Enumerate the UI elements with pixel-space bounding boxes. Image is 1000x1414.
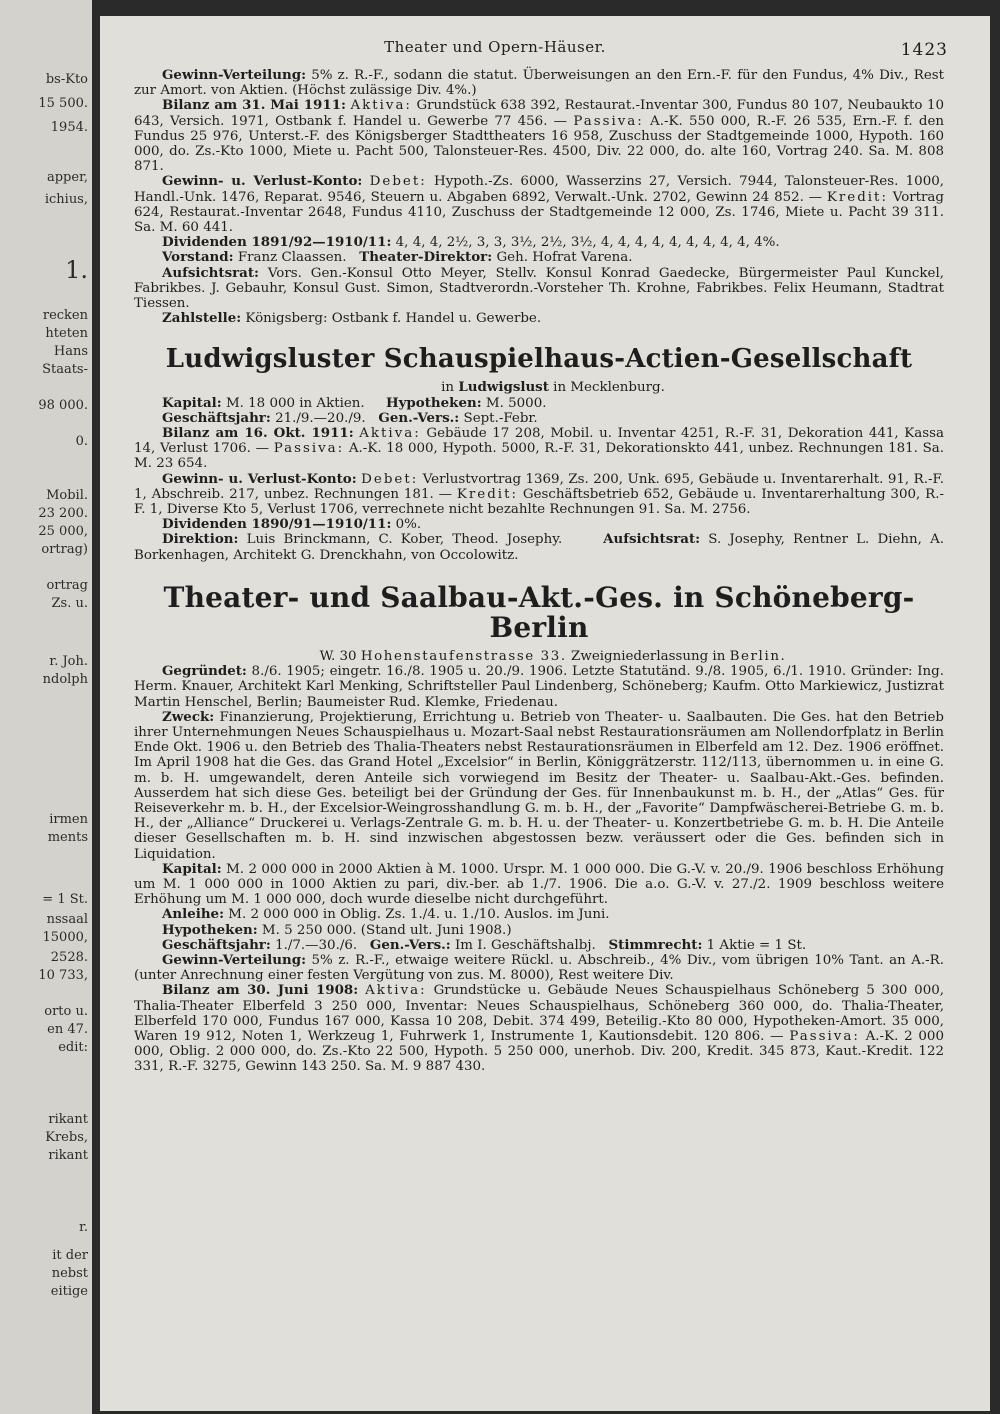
kapital-paragraph — [134, 396, 944, 411]
field-label: Gewinn-Verteilung: — [162, 951, 307, 968]
subtitle-street: Hohenstaufenstrasse 33. — [360, 648, 567, 664]
guv-paragraph — [134, 472, 944, 518]
fragment-line: 0. — [75, 434, 88, 449]
fragment-line: r. — [79, 1220, 88, 1235]
field-label: Stimmrecht: — [608, 936, 703, 953]
field-value: 8./6. 1905; eingetr. 16./8. 1905 u. 20./9. 1906. Letzte Statutänd. 9./8. 1905, 6./1. 1910. Gründer: Ing. Herm. Knauer, Architekt Karl Menking, Schriftsteller Paul Lindenberg, Schöneberg; Kaufm. Otto Markiewicz, Justizrat Martin Henschel, Berlin; Baumeister Rud. Klemke, Friedenau. — [134, 664, 944, 710]
company-subtitle — [134, 380, 944, 395]
field-value: 0%. — [395, 517, 422, 533]
fragment-line: 23 200. — [38, 506, 88, 521]
passiva-keyword: Passiva: — [789, 1028, 860, 1044]
fragment-line: nssaal — [46, 912, 88, 927]
fragment-line: ortrag — [46, 578, 88, 593]
field-label: Aufsichtsrat: — [603, 531, 701, 548]
field-label: Gegründet: — [162, 663, 247, 680]
field-value: Im I. Geschäftshalbj. — [455, 937, 596, 953]
field-value: 5% z. R.-F., etwaige weitere Rückl. u. Abschreib., 4% Div., vom übrigen 10% Tant. an A.-R. (unter Anrechnung einer festen Vergütung von zus. M. 8000), Rest weitere Div. — [134, 952, 944, 984]
field-value: M. 2 000 000 in 2000 Aktien à M. 1000. Urspr. M. 1 000 000. Die G.-V. v. 20./9. 1906 beschloss Erhöhung um M. 1 000 000 in 1000 Aktien zu pari, div.-ber. ab 1./7. 1906. Die a.o. G.-V. v. 27./2. 1909 beschloss weitere Erhöhung um M. 1 000 000, doch wurde dieselbe nicht durchgeführt. — [134, 861, 944, 908]
field-label: Kapital: — [162, 394, 222, 411]
field-value: 21./9.—20./9. — [275, 410, 366, 426]
field-label: Bilanz am 31. Mai 1911: — [162, 97, 346, 114]
fragment-line: 1. — [65, 256, 88, 284]
adjacent-page-fragment — [0, 0, 92, 1414]
gegruendet-paragraph — [134, 664, 944, 710]
field-label: Kapital: — [162, 860, 222, 877]
fragment-line: Hans — [53, 344, 88, 359]
field-label: Zahlstelle: — [162, 310, 242, 327]
hypotheken-paragraph — [134, 923, 944, 938]
field-value: M. 18 000 in Aktien. — [225, 395, 365, 411]
field-label: Gen.-Vers.: — [378, 409, 460, 426]
field-label: Vorstand: — [162, 249, 234, 266]
fragment-line: 98 000. — [38, 398, 88, 413]
field-value: 1./7.—30./6. — [275, 937, 358, 953]
field-value: S. Josephy, Rentner L. Diehn, A. Borkenhagen, Architekt G. Drenckhahn, von Occolowitz. — [134, 532, 944, 563]
field-label: Gewinn- u. Verlust-Konto: — [162, 173, 363, 190]
fragment-line: 1954. — [50, 120, 88, 135]
fragment-line: rikant — [48, 1148, 88, 1163]
passiva-keyword: Passiva: — [273, 441, 345, 457]
dividenden-paragraph — [134, 517, 944, 532]
gewinn-verteilung-paragraph — [134, 68, 944, 98]
field-label: Hypotheken: — [386, 394, 482, 411]
fragment-line: r. Joh. — [49, 654, 88, 669]
field-value: Gebäude 17 208, Mobil. u. Inventar 4251, R.-F. 31, Dekoration 441, Kassa 14, Verlust 1706. — — [134, 426, 944, 457]
fragment-line: orto u. — [44, 1004, 88, 1019]
anleihe-paragraph — [134, 907, 944, 922]
field-value: Finanzierung, Projektierung, Errichtung u. Betrieb von Theater- u. Saalbauten. Die Ges. hat den Betrieb ihrer Unternehmungen Neues Schauspielhaus u. Mozart-Saal nebst Restaurationsräumen am Nollendorfplatz in Berlin Ende Okt. 1906 u. den Betrieb des Thalia-Theaters nebst Restaurationsräumen in Elberfeld am 12. Dez. 1906 eröffnet. Im April 1908 hat die Ges. das Grand Hotel „Excelsior“ in Berlin, Königgrätzerstr. 112/113, übernommen u. in eine G. m. b. H. umgewandelt, deren Anteile sich vorwiegend im Besitz der Theater- u. Saalbau-Akt.-Ges. befinden. Ausserdem hat sich diese Ges. beteiligt bei der Gründung der Ges. für Innenbaukunst m. b. H., der „Atlas“ Ges. für Reiseverkehr m. b. H., der Excelsior-Weingrosshandlung G. m. b. H., der „Favorite“ Dampfwäscherei-Betriebe G. m. b. H., der „Alliance“ Druckerei u. Verlags-Zentrale G. m. b. H. u. der Theater- u. Konzertbetriebe G. m. b. H. Die Anteile dieser Gesellschaften m. b. H. sind inzwischen abgestossen bezw. veräussert oder die Ges. befinden sich in Liquidation. — [134, 709, 944, 862]
aktiva-keyword: Aktiva: — [359, 426, 421, 442]
bilanz-paragraph — [134, 983, 944, 1074]
field-value: Sept.-Febr. — [463, 410, 538, 426]
bilanz-paragraph — [134, 98, 944, 174]
field-value: 4, 4, 4, 2½, 3, 3, 3½, 2½, 3½, 4, 4, 4, 4, 4, 4, 4, 4, 4, 4%. — [395, 235, 780, 251]
document-page — [100, 16, 990, 1411]
fragment-line: = 1 St. — [42, 892, 88, 907]
fragment-line: ments — [47, 830, 88, 845]
fragment-line: 10 733, — [38, 968, 88, 983]
fragment-line: 25 000, — [38, 524, 88, 539]
page-number: 1423 — [900, 40, 948, 60]
text-column — [134, 68, 944, 1075]
field-value: Vors. Gen.-Konsul Otto Meyer, Stellv. Konsul Konrad Gaedecke, Bürgermeister Paul Kunckel, Fabrikbes. J. Gebauhr, Konsul Gust. Simon, Stadtverordn.-Vorsteher Th. Krohne, Fabrikbes. Felix Heumann, Stadtrat Tiessen. — [134, 265, 944, 312]
subtitle-text: in Mecklenburg. — [553, 380, 665, 396]
aufsichtsrat-paragraph — [134, 266, 944, 312]
fragment-line: nebst — [51, 1266, 88, 1281]
field-label: Bilanz am 16. Okt. 1911: — [162, 425, 354, 442]
running-header-title: Theater und Opern-Häuser. — [384, 38, 606, 56]
dividenden-paragraph — [134, 235, 944, 250]
field-value: M. 5000. — [485, 395, 547, 411]
field-label: Bilanz am 30. Juni 1908: — [162, 982, 359, 999]
geschaeftsjahr-paragraph — [134, 411, 944, 426]
field-value: M. 2 000 000 in Oblig. Zs. 1./4. u. 1./10. Auslos. im Juni. — [228, 907, 610, 923]
field-value: Verlustvortrag 1369, Zs. 200, Unk. 695, Gebäude u. Inventarerhalt. 91, R.-F. 1, Abschreib. 217, unbez. Rechnungen 181. — — [134, 471, 944, 502]
fragment-line: bs-Kto — [45, 72, 88, 87]
fragment-line: apper, — [46, 170, 88, 185]
field-label: Dividenden 1890/91—1910/11: — [162, 516, 392, 533]
kapital-paragraph — [134, 862, 944, 908]
fragment-line: Mobil. — [46, 488, 88, 503]
company-title: Theater- und Saalbau-Akt.-Ges. in Schöneberg-Berlin — [163, 580, 915, 644]
vorstand-paragraph — [134, 250, 944, 265]
field-label: Dividenden 1891/92—1910/11: — [162, 234, 392, 251]
field-value: A.-K. 550 000, R.-F. 26 535, Ern.-F. f. den Fundus 25 976, Unterst.-F. des Königsberger Stadttheaters 16 958, Zuschuss der Stadtgemeinde 1000, Hypoth. 160 000, do. Zs.-Kto 1000, Miete u. Pacht 500, Talonsteuer-Res. 4500, Div. 22 000, do. alte 160, Vortrag 240. Sa. M. 808 871. — [134, 113, 944, 175]
subtitle-text: Zweigniederlassung in — [571, 648, 726, 664]
field-label: Geschäftsjahr: — [162, 936, 271, 953]
field-label: Direktion: — [162, 531, 239, 548]
fragment-line: ndolph — [42, 672, 88, 687]
aktiva-keyword: Aktiva: — [350, 98, 412, 114]
kredit-keyword: Kredit: — [826, 189, 888, 205]
passiva-keyword: Passiva: — [573, 113, 644, 129]
field-value: Königsberg: Ostbank f. Handel u. Gewerbe. — [245, 311, 542, 327]
field-label: Gewinn- u. Verlust-Konto: — [162, 470, 357, 487]
field-value: 5% z. R.-F., sodann die statut. Überweisungen an den Ern.-F. für den Fundus, 4% Div., Rest zur Amort. von Aktien. (Höchst zulässige Div. 4%.) — [134, 68, 944, 99]
geschaeftsjahr-paragraph — [134, 938, 944, 953]
field-value: Grundstücke u. Gebäude Neues Schauspielhaus Schöneberg 5 300 000, Thalia-Theater Elberfeld 3 250 000, Inventar: Neues Schauspielhaus, Schöneberg 360 000, do. Thalia-Theater, Elberfeld 170 000, Fundus 167 000, Kassa 10 208, Debit. 374 499, Beteilig.-Kto 80 000, Hypotheken-Amort. 35 000, Waren 19 912, Noten 1, Werkzeug 1, Fuhrwerk 1, Instrumente 1, Kautionsdebit. 120 806. — — [134, 983, 944, 1044]
field-label: Geschäftsjahr: — [162, 409, 271, 426]
fragment-line: en 47. — [47, 1022, 88, 1037]
direktion-paragraph — [134, 532, 944, 562]
fragment-line: ortrag) — [41, 542, 88, 557]
fragment-line: Staats- — [42, 362, 88, 377]
debet-keyword: Debet: — [369, 174, 427, 190]
subtitle-text: in — [441, 380, 455, 396]
field-value: Franz Claassen. — [237, 250, 347, 266]
field-label: Theater-Direktor: — [359, 249, 493, 266]
field-value: Vortrag 624, Restaurat.-Inventar 2648, Fundus 4110, Zuschuss der Stadtgemeinde 12 000, Zs. 1746, Miete u. Pacht 39 311. Sa. M. 60 441. — [134, 189, 944, 236]
aktiva-keyword: Aktiva: — [365, 983, 427, 999]
fragment-line: 15000, — [42, 930, 88, 945]
fragment-line: edit: — [58, 1040, 88, 1055]
field-value: Grundstück 638 392, Restaurat.-Inventar 300, Fundus 80 107, Neubaukto 10 643, Versich. 1971, Ostbank f. Handel u. Gewerbe 77 456. — — [134, 98, 944, 129]
company-subtitle — [134, 649, 944, 664]
field-value: Geh. Hofrat Varena. — [496, 250, 633, 266]
field-value: Hypoth.-Zs. 6000, Wasserzins 27, Versich. 7944, Talonsteuer-Res. 1000, Handl.-Unk. 1476, Reparat. 9546, Steuern u. Abgaben 6892, Verwalt.-Unk. 2702, Gewinn 24 852. — — [134, 174, 944, 205]
debet-keyword: Debet: — [361, 471, 419, 487]
subtitle-city: Berlin. — [729, 648, 787, 664]
field-label: Gewinn-Verteilung: — [162, 67, 307, 83]
company-title: Ludwigsluster Schauspielhaus-Actien-Gesellschaft — [165, 344, 913, 375]
field-label: Anleihe: — [162, 906, 225, 923]
zweck-paragraph — [134, 710, 944, 862]
field-label: Zweck: — [162, 708, 215, 725]
kredit-keyword: Kredit: — [456, 486, 518, 502]
fragment-line: ichius, — [44, 192, 88, 207]
field-label: Gen.-Vers.: — [369, 936, 451, 953]
field-value: M. 5 250 000. (Stand ult. Juni 1908.) — [261, 922, 512, 938]
fragment-line: 2528. — [50, 950, 88, 965]
field-value: Geschäftsbetrieb 652, Gebäude u. Inventarerhaltung 300, R.-F. 1, Diverse Kto 5, Verlust 1706, verrechnete nicht bezahlte Rechnungen 91. Sa. M. 2756. — [134, 486, 944, 518]
fragment-line: it der — [52, 1248, 88, 1263]
bilanz-paragraph — [134, 426, 944, 472]
gewinn-verteilung-paragraph — [134, 953, 944, 983]
fragment-line: Krebs, — [45, 1130, 88, 1145]
field-label: Aufsichtsrat: — [162, 264, 259, 281]
fragment-line: Zs. u. — [51, 596, 88, 611]
field-value: A.-K. 18 000, Hypoth. 5000, R.-F. 31, Dekorationskto 441, unbez. Rechnungen 181. Sa. M. 23 654. — [134, 441, 944, 472]
field-value: A.-K. 2 000 000, Oblig. 2 000 000, do. Zs.-Kto 22 500, Hypoth. 5 250 000, unerhob. Div. 200, Kredit. 345 873, Kaut.-Kredit. 122 331, R.-F. 3275, Gewinn 143 250. Sa. M. 9 887 430. — [134, 1028, 944, 1075]
fragment-line: rikant — [48, 1112, 88, 1127]
field-value: Luis Brinckmann, C. Kober, Theod. Josephy. — [246, 532, 563, 548]
zahlstelle-paragraph — [134, 311, 944, 326]
field-label: Hypotheken: — [162, 921, 258, 938]
fragment-line: 15 500. — [38, 96, 88, 111]
fragment-line: eitige — [50, 1284, 88, 1299]
fragment-line: hteten — [45, 326, 88, 341]
subtitle-text: W. 30 — [319, 648, 357, 664]
fragment-line: recken — [42, 308, 88, 323]
subtitle-location: Ludwigslust — [458, 379, 549, 396]
fragment-line: irmen — [49, 812, 88, 827]
guv-paragraph — [134, 174, 944, 235]
field-value: 1 Aktie = 1 St. — [706, 937, 807, 953]
